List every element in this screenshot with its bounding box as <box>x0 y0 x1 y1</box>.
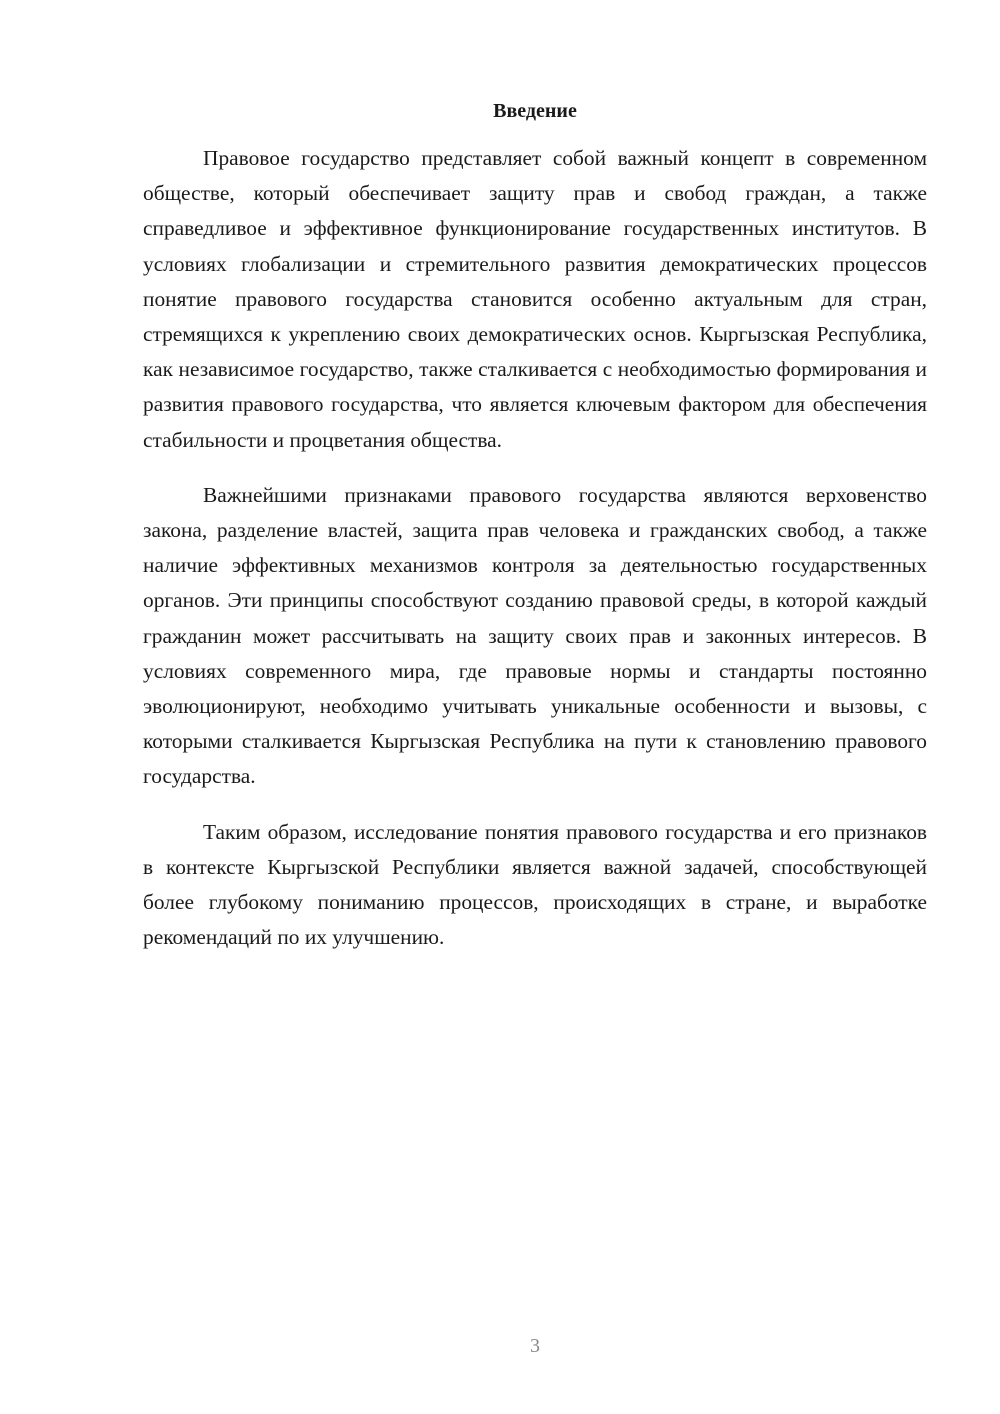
body-text <box>143 141 927 955</box>
paragraph-2: Важнейшими признаками правового государства являются верховенство закона, разделение властей, защита прав человека и гражданских свобод, а также наличие эффективных механизмов контроля за деятельностью государственных органов. Эти принципы способствуют созданию правовой среды, в которой каждый гражданин может рассчитывать на защиту своих прав и законных интересов. В условиях современного мира, где правовые нормы и стандарты постоянно эволюционируют, необходимо учитывать уникальные особенности и вызовы, с которыми сталкивается Кыргызская Республика на пути к становлению правового государства. <box>143 482 927 789</box>
paragraph-1: Правовое государство представляет собой важный концепт в современном обществе, который обеспечивает защиту прав и свобод граждан, а также справедливое и эффективное функционирование государственных институтов. В условиях глобализации и стремительного развития демократических процессов понятие правового государства становится особенно актуальным для стран, стремящихся к укреплению своих демократических основ. Кыргызская Республика, как независимое государство, также сталкивается с необходимостью формирования и развития правового государства, что является ключевым фактором для обеспечения стабильности и процветания общества. <box>143 146 927 452</box>
page-number: 3 <box>530 1335 540 1357</box>
page-title: Введение <box>493 100 577 122</box>
paragraph-3: Таким образом, исследование понятия правового государства и его признаков в контексте Кыргызской Республики является важной задачей, способствующей более глубокому пониманию процессов, происходящих в стране, и выработке рекомендаций по их улучшению. <box>143 819 927 950</box>
